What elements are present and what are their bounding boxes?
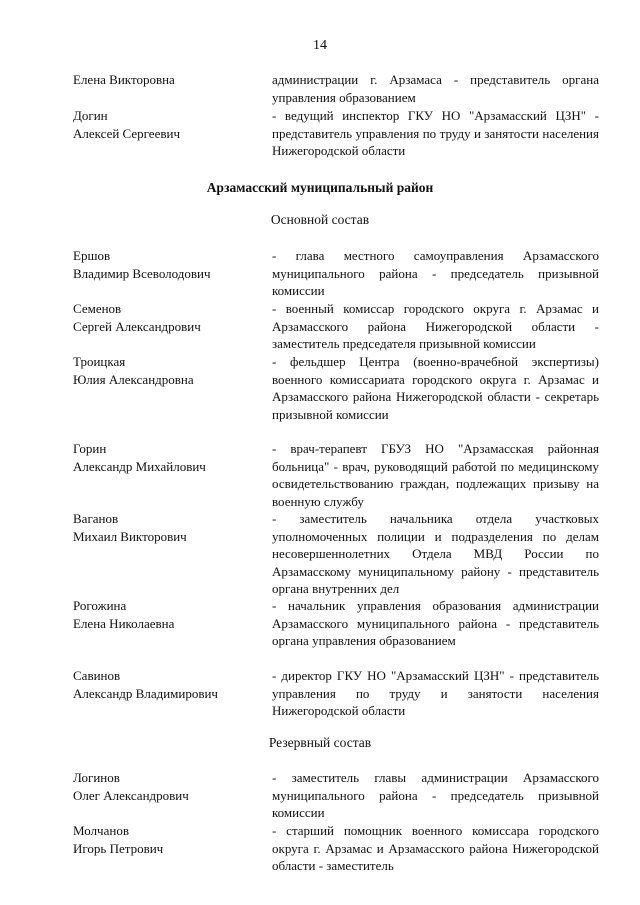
entry-role: - врач-терапевт ГБУЗ НО "Арзамасская районная больница" - врач, руководящий работой по медицинскому освидетельствованию граждан, подлежащих призыву на военную службу [272, 441, 599, 509]
name-line: Алексей Сергеевич [73, 125, 180, 141]
name-line: Александр Михайлович [73, 458, 206, 474]
name-line: Елена Николаевна [73, 615, 175, 631]
name-line: Владимир Всеволодович [73, 265, 211, 281]
entry-name [73, 300, 263, 335]
name-line: Ваганов [73, 511, 119, 526]
entry-name [73, 71, 263, 89]
entry-role: - старший помощник военного комиссара городского округа г. Арзамас и Арзамасского района Нижегородской области - заместитель [272, 823, 599, 874]
name-line: Ершов [73, 248, 111, 263]
name-line: Сергей Александрович [73, 318, 201, 334]
name-line: Догин [73, 108, 108, 123]
entry-name [73, 510, 263, 545]
entry-role: - директор ГКУ НО "Арзамасский ЦЗН" - представитель управления по труду и занятости населения Нижегородской области [272, 668, 599, 719]
name-line: Елена Викторовна [73, 72, 175, 87]
entry-role: - фельдшер Центра (военно-врачебной экспертизы) военного комиссариата городского округа г. Арзамас и Арзамасского района Нижегородской области - секретарь призывной комиссии [272, 354, 599, 422]
entry-role: - заместитель главы администрации Арзамасского муниципального района - председатель призывной комиссии [272, 770, 599, 821]
entry-name [73, 353, 263, 388]
entry-role: - ведущий инспектор ГКУ НО "Арзамасский ЦЗН" - представитель управления по труду и занятости населения Нижегородской области [272, 108, 599, 159]
name-line: Троицкая [73, 354, 126, 369]
name-line: Юлия Александровна [73, 371, 194, 387]
name-line: Рогожина [73, 598, 127, 613]
name-line: Молчанов [73, 823, 129, 838]
main-composition-heading: Основной состав [270, 212, 370, 227]
name-line: Игорь Петрович [73, 840, 164, 856]
entry-role: - глава местного самоуправления Арзамасского муниципального района - председатель призывной комиссии [272, 248, 599, 299]
entry-name [73, 597, 263, 632]
reserve-composition-heading: Резервный состав [268, 735, 372, 750]
entry-role: - заместитель начальника отдела участковых уполномоченных полиции и подразделения по делам несовершеннолетних Отдела МВД России по Арзамасскому муниципальному району - представитель органа внутренних дел [272, 511, 599, 597]
district-title: Арзамасский муниципальный район [206, 180, 434, 195]
name-line: Александр Владимирович [73, 685, 218, 701]
entry-name [73, 440, 263, 475]
entry-name [73, 247, 263, 282]
name-line: Савинов [73, 668, 121, 683]
entry-top-0 [73, 71, 599, 107]
entry-role: - военный комиссар городского округа г. Арзамас и Арзамасского района Нижегородской области - заместитель председателя призывной комиссии [272, 301, 599, 352]
entry-name [73, 107, 263, 142]
entry-name [73, 667, 263, 702]
name-line: Логинов [73, 770, 120, 785]
entry-name [73, 769, 263, 804]
name-line: Горин [73, 441, 107, 456]
entry-top-1 [73, 107, 599, 161]
entry-role: администрации г. Арзамаса - представитель органа управления образованием [272, 72, 599, 105]
name-line: Семенов [73, 301, 122, 316]
name-line: Михаил Викторович [73, 528, 187, 544]
page-number: 14 [313, 38, 327, 53]
entry-role: - начальник управления образования администрации Арзамасского муниципального района - представитель органа управления образованием [272, 598, 599, 649]
entry-name [73, 822, 263, 857]
name-line: Олег Александрович [73, 787, 189, 803]
